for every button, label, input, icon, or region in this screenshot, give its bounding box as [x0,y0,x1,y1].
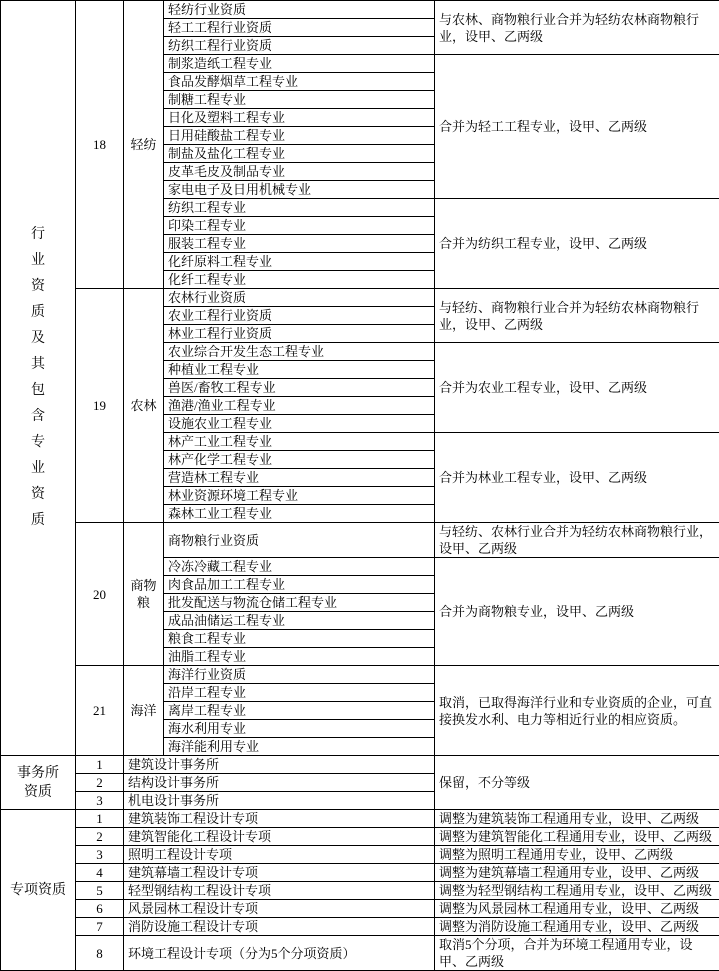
row-number: 2 [76,828,123,845]
note-text: 合并为商物粮专业，设甲、乙两级 [435,603,719,620]
table-row [1,864,719,882]
note-text: 调整为照明工程通用专业，设甲、乙两级 [435,846,719,863]
row-number-cell [76,774,124,792]
qualification-item: 制盐及盐化工程专业 [164,145,434,162]
qualification-item: 兽医/畜牧工程专业 [164,379,434,396]
note-cell [435,846,719,864]
qualification-item-cell [124,792,435,810]
note-text: 调整为建筑幕墙工程通用专业，设甲、乙两级 [435,864,719,881]
qualification-item: 森林工业工程专业 [164,505,434,522]
row-number-cell [76,936,124,971]
qualification-item-cell [164,433,435,451]
row-number: 7 [76,918,123,935]
table-row [1,900,719,918]
qualification-item: 设施农业工程专业 [164,415,434,432]
qualification-item-cell [164,666,435,684]
row-number: 19 [76,397,123,414]
row-number-cell [76,882,124,900]
qualification-item-cell [124,882,435,900]
qualification-item: 商物粮行业资质 [164,532,434,549]
qualification-item-cell [164,343,435,361]
qualification-item: 离岸工程专业 [164,702,434,719]
row-number-cell [76,900,124,918]
note-cell [435,1,719,55]
qualification-item-cell [164,1,435,19]
row-number-cell [76,918,124,936]
qualification-item: 成品油储运工程专业 [164,612,434,629]
qualification-item-cell [164,415,435,433]
qualification-item: 海洋行业资质 [164,666,434,683]
note-text: 与轻纺、农林行业合并为轻纺农林商物粮行业，设甲、乙两级 [435,523,719,557]
qualification-item: 消防设施工程设计专项 [124,918,434,935]
note-text: 调整为风景园林工程通用专业，设甲、乙两级 [435,900,719,917]
note-text: 合并为轻工工程专业，设甲、乙两级 [435,118,719,135]
qualification-item: 轻工工程行业资质 [164,19,434,36]
row-number: 1 [76,810,123,827]
section-category-label [1,881,75,900]
qualification-item: 化纤原料工程专业 [164,253,434,270]
note-cell [435,558,719,666]
note-cell [435,864,719,882]
row-number: 1 [76,756,123,773]
qualification-item-cell [164,199,435,217]
qualification-item: 油脂工程专业 [164,648,434,665]
qualification-item: 纺织工程专业 [164,199,434,216]
category-cell [1,1,76,756]
industry-name: 商物粮 [124,577,163,611]
note-cell [435,666,719,756]
qualification-item: 环境工程设计专项（分为5个分项资质） [124,945,434,962]
row-number: 5 [76,882,123,899]
qualification-item-cell [164,451,435,469]
qualification-item: 种植业工程专业 [164,361,434,378]
qualification-item: 皮革毛皮及制品专业 [164,163,434,180]
qualification-item: 粮食工程专业 [164,630,434,647]
qualification-item-cell [164,612,435,630]
qualification-item: 制浆造纸工程专业 [164,55,434,72]
qualification-item: 沿岸工程专业 [164,684,434,701]
qualification-item-cell [124,774,435,792]
qualification-item-cell [164,379,435,397]
qualification-item-cell [164,109,435,127]
qualification-item-cell [164,702,435,720]
industry-name-cell [124,523,164,666]
category-label-line: 质 [1,508,75,534]
qualification-item: 林产工业工程专业 [164,433,434,450]
note-text: 调整为建筑智能化工程通用专业，设甲、乙两级 [435,828,719,845]
qualification-item-cell [164,720,435,738]
qualification-item-cell [164,19,435,37]
qualification-item: 海洋能利用专业 [164,738,434,755]
qualification-item-cell [164,163,435,181]
note-cell [435,810,719,828]
qualification-item: 轻型钢结构工程设计专项 [124,882,434,899]
qualification-item-cell [164,127,435,145]
section-category-label [1,222,75,534]
row-number: 2 [76,774,123,791]
qualification-item: 建筑智能化工程设计专项 [124,828,434,845]
qualification-item-cell [164,253,435,271]
qualification-item: 渔港/渔业工程专业 [164,397,434,414]
category-label-line: 及 [1,326,75,352]
row-number-cell [76,828,124,846]
note-cell [435,55,719,199]
note-cell [435,756,719,810]
note-text: 合并为农业工程专业，设甲、乙两级 [435,379,719,396]
note-cell [435,936,719,971]
qualification-item: 风景园林工程设计专项 [124,900,434,917]
qualification-item-cell [124,918,435,936]
qualification-item-cell [164,594,435,612]
qualification-item-cell [164,217,435,235]
row-number-cell [76,1,124,289]
qualification-item-cell [164,397,435,415]
industry-name: 轻纺 [124,136,163,153]
qualification-item: 纺织工程行业资质 [164,37,434,54]
qualification-item-cell [124,936,435,971]
row-number-cell [76,666,124,756]
qualification-item-cell [164,307,435,325]
qualification-item-cell [164,558,435,576]
qualification-item: 农林行业资质 [164,289,434,306]
qualification-item-cell [164,630,435,648]
qualification-item: 日化及塑料工程专业 [164,109,434,126]
qualification-item-cell [164,145,435,163]
category-cell [1,756,76,810]
qualification-item-cell [164,325,435,343]
row-number: 3 [76,846,123,863]
row-number-cell [76,810,124,828]
qualification-item-cell [164,469,435,487]
row-number-cell [76,289,124,523]
qualification-item: 农业综合开发生态工程专业 [164,343,434,360]
note-cell [435,523,719,558]
qualification-item-cell [164,523,435,558]
qualification-item: 批发配送与物流仓储工程专业 [164,594,434,611]
category-label-line: 专 [1,430,75,456]
table-row [1,828,719,846]
note-text: 与轻纺、商物粮行业合并为轻纺农林商物粮行业，设甲、乙两级 [435,299,719,333]
category-label-line: 资 [1,274,75,300]
qualification-item-cell [164,91,435,109]
qualification-item: 印染工程专业 [164,217,434,234]
qualification-item: 冷冻冷藏工程专业 [164,558,434,575]
qualification-item: 建筑幕墙工程设计专项 [124,864,434,881]
qualification-table-body [1,1,719,971]
qualification-item: 轻纺行业资质 [164,1,434,18]
row-number-cell [76,864,124,882]
qualification-item-cell [164,37,435,55]
industry-name-cell [124,666,164,756]
qualification-item-cell [124,900,435,918]
note-cell [435,343,719,433]
qualification-item-cell [164,289,435,307]
qualification-item: 食品发酵烟草工程专业 [164,73,434,90]
note-text: 合并为纺织工程专业，设甲、乙两级 [435,235,719,252]
qualification-item-cell [124,846,435,864]
category-cell [1,810,76,971]
table-row [1,846,719,864]
qualification-item: 日用硅酸盐工程专业 [164,127,434,144]
industry-name: 农林 [124,397,163,414]
qualification-item: 家电电子及日用机械专业 [164,181,434,198]
qualification-item-cell [124,828,435,846]
table-row [1,918,719,936]
note-text: 调整为消防设施工程通用专业，设甲、乙两级 [435,918,719,935]
row-number: 3 [76,792,123,809]
note-cell [435,900,719,918]
category-label-line: 质 [1,300,75,326]
qualification-item: 林产化学工程专业 [164,451,434,468]
table-row [1,936,719,971]
row-number: 20 [76,586,123,603]
category-label-line: 资 [1,482,75,508]
row-number-cell [76,523,124,666]
qualification-item: 营造林工程专业 [164,469,434,486]
row-number-cell [76,756,124,774]
qualification-item-cell [164,55,435,73]
note-text: 调整为轻型钢结构工程通用专业，设甲、乙两级 [435,882,719,899]
row-number: 6 [76,900,123,917]
industry-name: 海洋 [124,702,163,719]
qualification-item-cell [164,648,435,666]
table-row [1,666,719,684]
qualification-item: 化纤工程专业 [164,271,434,288]
qualification-item: 林业工程行业资质 [164,325,434,342]
qualification-item-cell [164,487,435,505]
note-text: 调整为建筑装饰工程通用专业，设甲、乙两级 [435,810,719,827]
note-text: 取消5个分项，合并为环境工程通用专业，设甲、乙两级 [435,936,719,970]
qualification-item: 制糖工程专业 [164,91,434,108]
row-number: 4 [76,864,123,881]
table-row [1,882,719,900]
section-category-label [1,764,75,802]
qualification-item: 建筑装饰工程设计专项 [124,810,434,827]
row-number-cell [76,792,124,810]
note-cell [435,918,719,936]
table-row [1,289,719,307]
qualification-item: 肉食品加工工程专业 [164,576,434,593]
note-text: 合并为林业工程专业，设甲、乙两级 [435,469,719,486]
table-row [1,523,719,558]
note-cell [435,289,719,343]
qualification-item: 建筑设计事务所 [124,756,434,773]
row-number-cell [76,846,124,864]
qualification-item-cell [164,181,435,199]
qualification-item-cell [164,684,435,702]
qualification-item: 照明工程设计专项 [124,846,434,863]
table-row [1,1,719,19]
note-cell [435,882,719,900]
qualification-item: 海水利用专业 [164,720,434,737]
qualification-item: 机电设计事务所 [124,792,434,809]
category-label-line: 事务所 [1,764,75,783]
note-text: 与农林、商物粮行业合并为轻纺农林商物粮行业，设甲、乙两级 [435,11,719,45]
qualification-item: 服装工程专业 [164,235,434,252]
category-label-line: 含 [1,404,75,430]
row-number: 8 [76,945,123,962]
category-label-line: 资质 [1,783,75,802]
qualification-item-cell [124,864,435,882]
category-label-line: 包 [1,378,75,404]
qualification-item-cell [164,73,435,91]
category-label-line: 业 [1,248,75,274]
industry-name-cell [124,1,164,289]
qualification-item-cell [124,756,435,774]
table-row [1,756,719,774]
note-text: 保留，不分等级 [435,774,719,791]
industry-name-cell [124,289,164,523]
row-number: 21 [76,702,123,719]
qualification-item-cell [164,271,435,289]
qualification-item: 结构设计事务所 [124,774,434,791]
note-cell [435,433,719,523]
qualification-item-cell [164,738,435,756]
category-label-line: 专项资质 [1,881,75,900]
qualification-item: 农业工程行业资质 [164,307,434,324]
row-number: 18 [76,136,123,153]
note-cell [435,199,719,289]
category-label-line: 业 [1,456,75,482]
note-text: 取消，已取得海洋行业和专业资质的企业，可直接换发水利、电力等相近行业的相应资质。 [435,694,719,728]
note-cell [435,828,719,846]
table-row [1,810,719,828]
qualification-item-cell [164,505,435,523]
qualification-item-cell [164,235,435,253]
qualification-item-cell [124,810,435,828]
category-label-line: 行 [1,222,75,248]
qualification-item-cell [164,576,435,594]
qualification-item: 林业资源环境工程专业 [164,487,434,504]
category-label-line: 其 [1,352,75,378]
qualification-item-cell [164,361,435,379]
